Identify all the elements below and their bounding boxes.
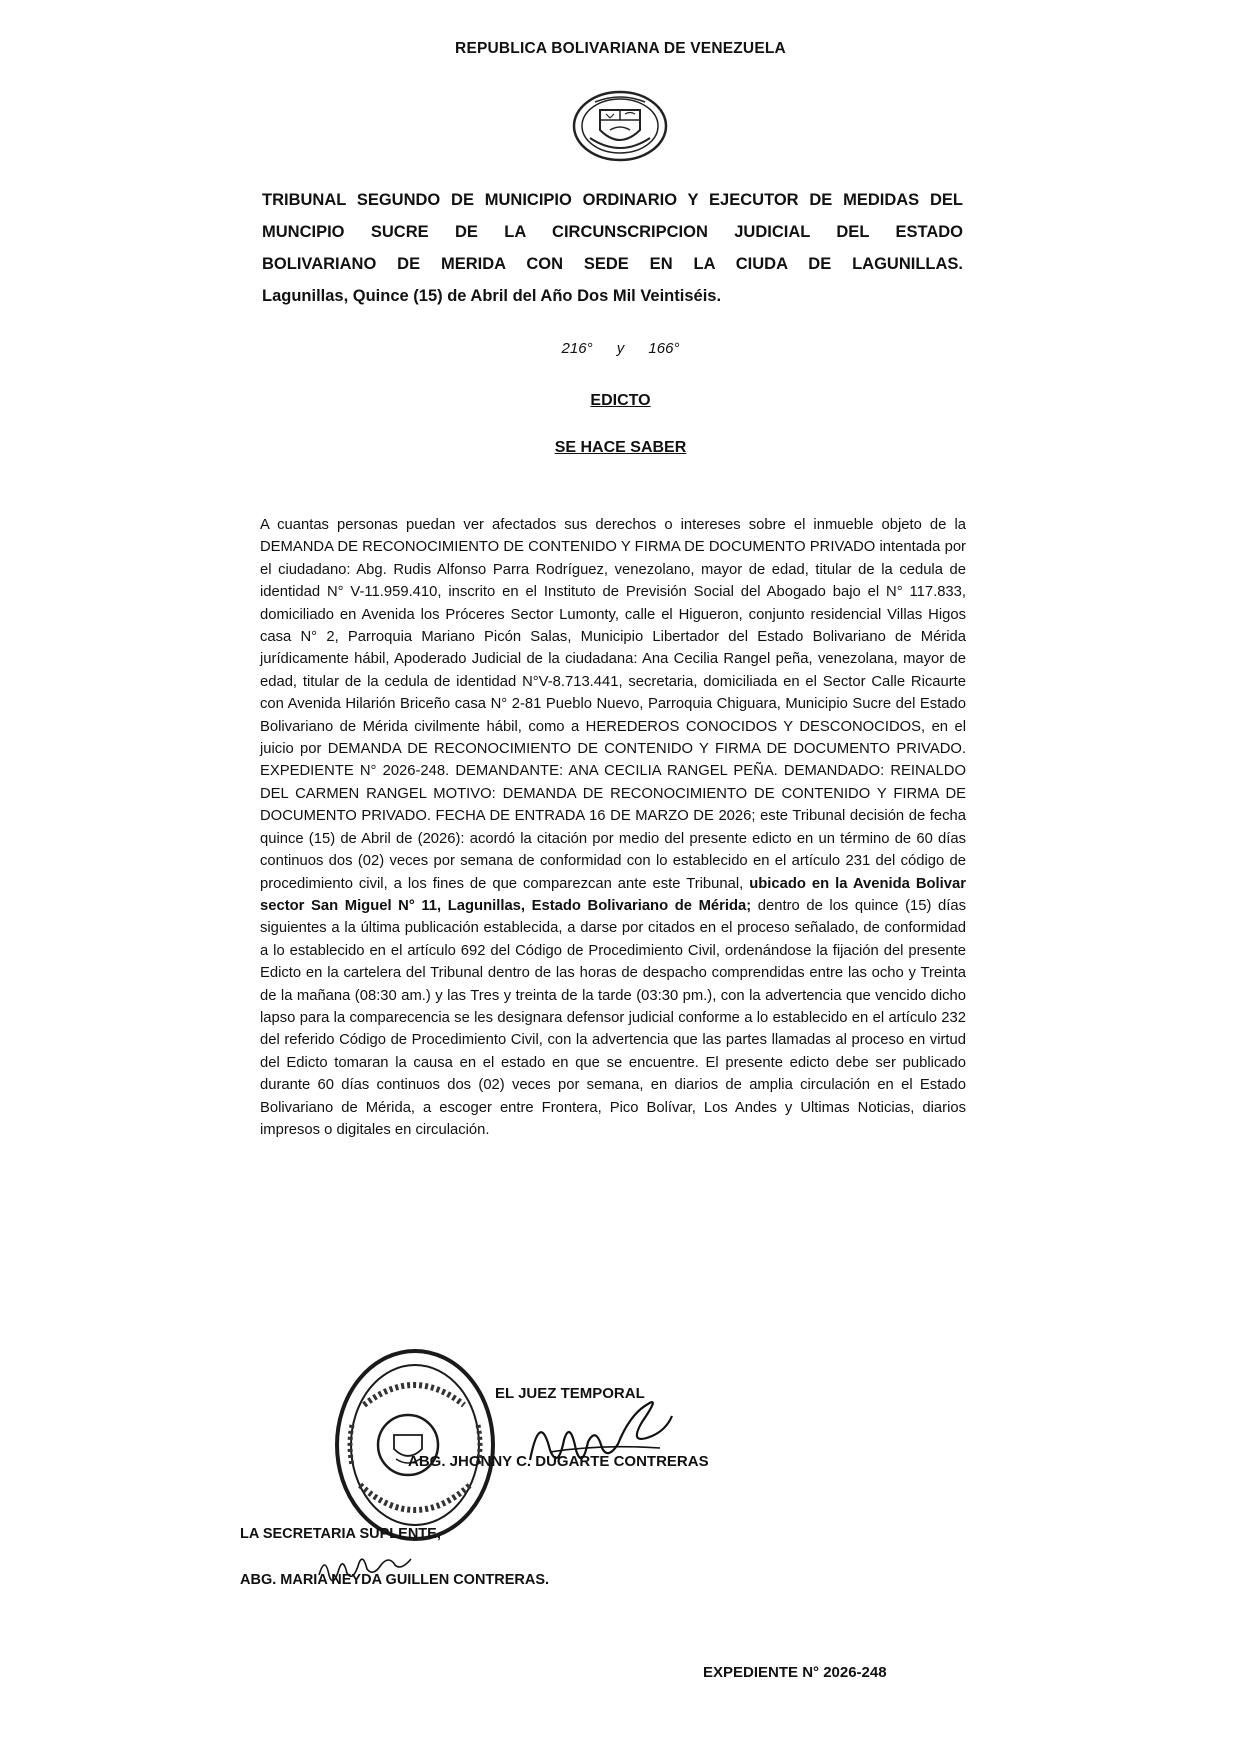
years-line [0, 340, 1241, 357]
court-seal-stamp-icon [330, 1345, 500, 1545]
date-line: Lagunillas, Quince (15) de Abril del Año Dos Mil Veintiséis. [262, 287, 722, 305]
year-federation: 166° [648, 340, 680, 357]
edicto-title: EDICTO [590, 392, 651, 409]
secretary-name: ABG. MARIA NEYDA GUILLEN CONTRERAS. [240, 1572, 550, 1588]
footer-expediente: EXPEDIENTE N° 2026-248 [703, 1664, 887, 1681]
year-independence: 216° [561, 340, 593, 357]
year-conjunction: y [616, 340, 625, 357]
secretary-title: LA SECRETARIA SUPLENTE, [240, 1526, 441, 1542]
edict-body [260, 514, 966, 1141]
judge-title: EL JUEZ TEMPORAL [495, 1385, 645, 1402]
tribunal-line-2: MUNCIPIO SUCRE DE LA CIRCUNSCRIPCION JUDICIAL DEL ESTADO [262, 223, 963, 241]
tribunal-heading [262, 184, 963, 312]
tribunal-line-1: TRIBUNAL SEGUNDO DE MUNICIPIO ORDINARIO Y EJECUTOR DE MEDIDAS DEL [262, 191, 963, 209]
coat-of-arms-icon [570, 88, 670, 164]
tribunal-line-3: BOLIVARIANO DE MERIDA CON SEDE EN LA CIUDA DE LAGUNILLAS. [262, 255, 963, 273]
se-hace-saber-title: SE HACE SABER [554, 439, 687, 456]
body-text-2: dentro de los quince (15) días siguientes a la última publicación establecida, a darse por citados en el proceso señalado, de conformidad a lo establecido en el artículo 692 del Código de Procedimiento Civil, ordenándose la fijación del presente Edicto en la cartelera del Tribunal dentro de las horas de despacho comprendidas entre las ocho y Treinta de la mañana (08:30 am.) y las Tres y treinta de la tarde (03:30 pm.), con la advertencia que vencido dicho lapso para la comparecencia se les designara defensor judicial conforme a lo establecido en el artículo 232 del referido Código de Procedimiento Civil, con la advertencia que las partes llamadas al proceso en virtud del Edicto tomaran la causa en el estado en que se encuentre. El presente edicto debe ser publicado durante 60 días continuos dos (02) veces por semana, en diarios de amplia circulación en el Estado Bolivariano de Mérida, a escoger entre Frontera, Pico Bolívar, Los Andes y Ultimas Noticias, diarios impresos o digitales en circulación. [260, 897, 966, 1138]
republic-header: REPUBLICA BOLIVARIANA DE VENEZUELA [455, 40, 786, 57]
body-address: ubicado en la Avenida Bolivar sector San Miguel N° 11, Lagunillas, Estado Bolivariano de Mérida; [260, 875, 966, 914]
judge-name: ABG. JHONNY C. DUGARTE CONTRERAS [408, 1453, 709, 1470]
body-text-1: A cuantas personas puedan ver afectados sus derechos o intereses sobre el inmueble objeto de la DEMANDA DE RECONOCIMIENTO DE CONTENIDO Y FIRMA DE DOCUMENTO PRIVADO intentada por el ciudadano: Abg. Rudis Alfonso Parra Rodríguez, venezolano, mayor de edad, titular de la cedula de identidad N° V-11.959.410, inscrito en el Instituto de Previsión Social del Abogado bajo el N° 117.833, domiciliado en Avenida los Próceres Sector Lumonty, calle el Higueron, conjunto residencial Villas Higos casa N° 2, Parroquia Mariano Picón Salas, Municipio Libertador del Estado Bolivariano de Mérida jurídicamente hábil, Apoderado Judicial de la ciudadana: Ana Cecilia Rangel peña, venezolana, mayor de edad, titular de la cedula de identidad N°V-8.713.441, secretaria, domiciliada en el Sector Calle Ricaurte con Avenida Hilarión Briceño casa N° 2-81 Pueblo Nuevo, Parroquia Chiguara, Municipio Sucre del Estado Bolivariano de Mérida civilmente hábil, como a HEREDEROS CONOCIDOS Y DESCONOCIDOS, en el juicio por DEMANDA DE RECONOCIMIENTO DE CONTENIDO Y FIRMA DE DOCUMENTO PRIVADO. EXPEDIENTE N° 2026-248. DEMANDANTE: ANA CECILIA RANGEL PEÑA. DEMANDADO: REINALDO DEL CARMEN RANGEL MOTIVO: DEMANDA DE RECONOCIMIENTO DE CONTENIDO Y FIRMA DE DOCUMENTO PRIVADO. FECHA DE ENTRADA 16 DE MARZO DE 2026; este Tribunal decisión de fecha quince (15) de Abril de (2026): acordó la citación por medio del presente edicto en un término de 60 días continuos dos (02) veces por semana de conformidad con lo establecido en el artículo 231 del código de procedimiento civil, a los fines de que comparezcan ante este Tribunal, [260, 517, 966, 892]
